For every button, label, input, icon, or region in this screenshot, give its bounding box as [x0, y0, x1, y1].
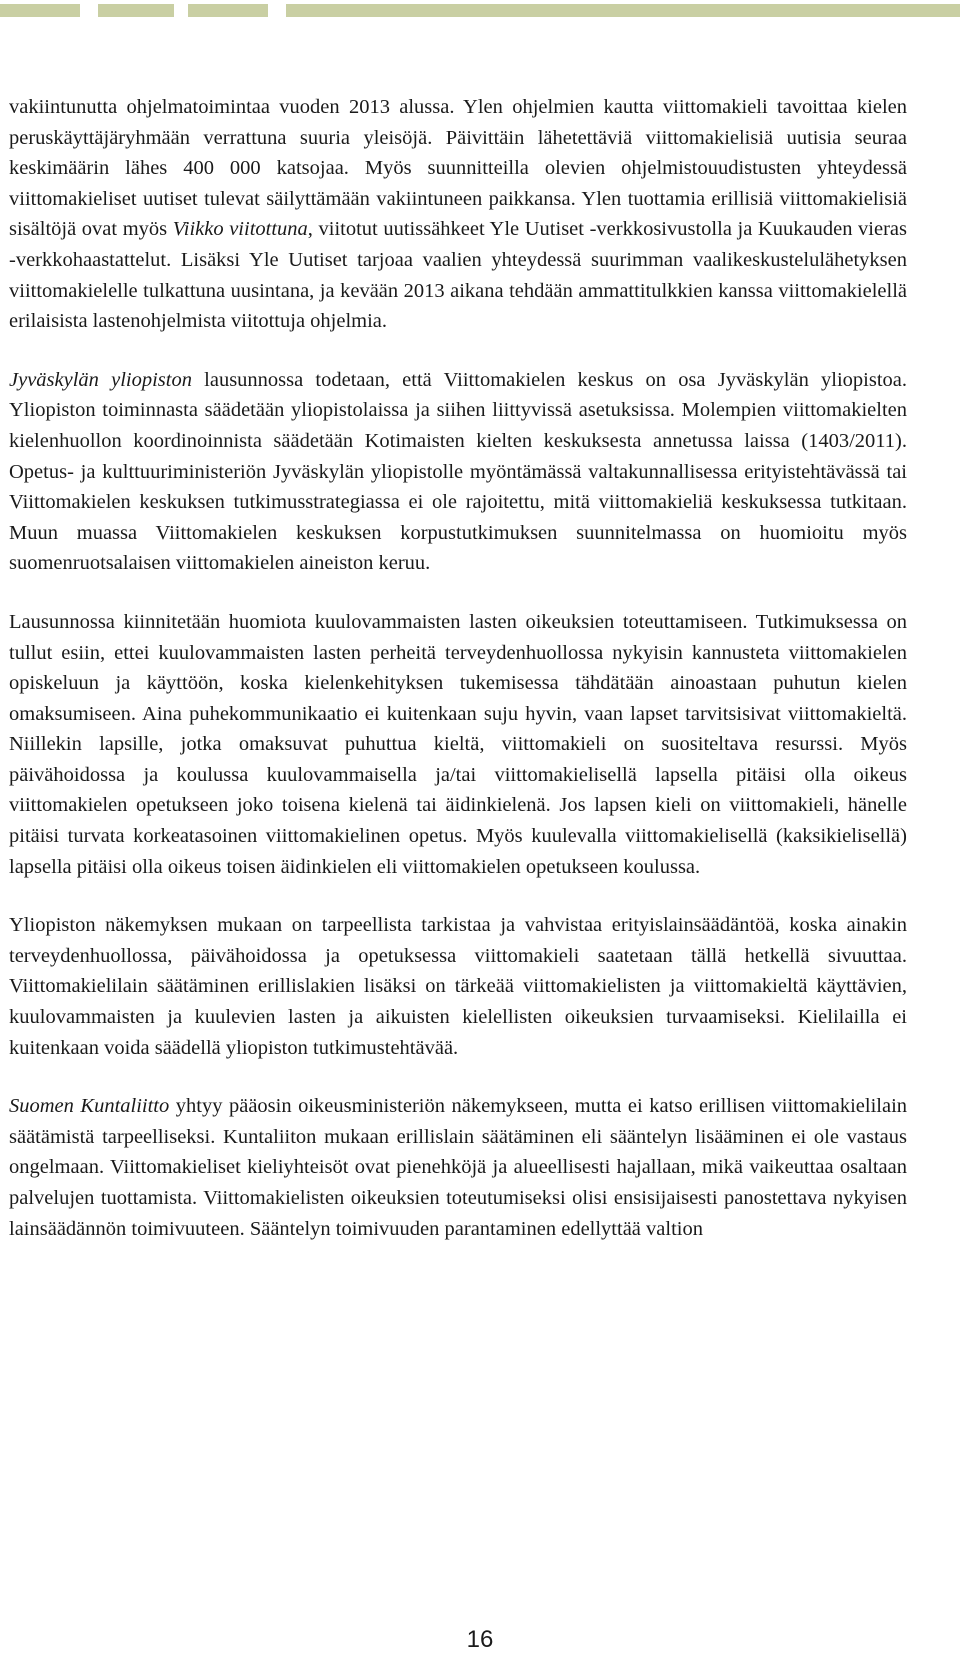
organization-name: Jyväskylän yliopiston — [9, 368, 192, 391]
header-accent-bar — [0, 4, 960, 18]
program-title: Viikko viitottuna — [172, 218, 308, 241]
paragraph-text: yhtyy pääosin oikeusministeriön näkemykseen, mutta ei katso erillisen viittomakielilain säätämistä tarpeelliseksi. Kuntaliiton mukaan erillislain säätäminen eli sääntelyn lisääminen ei ole vastaus ongelmaan. Viittomakieliset kieliyhteisöt ovat pienehköjä ja alueellisesti hajallaan, mikä vaikeuttaa osaltaan palvelujen tuottamista. Viittomakielisten oikeuksien toteutumiseksi olisi ensisijaisesti panostettava nykyisen lainsäädännön toimivuuteen. Sääntelyn toimivuuden parantaminen edellyttää valtion — [9, 1095, 908, 1240]
paragraph-text: vakiintunutta ohjelmatoimintaa vuoden 2013 alussa. Ylen ohjelmien kautta viittomakieli tavoittaa kielen peruskäyttäjäryhmään verrattuna suuria yleisöjä. Päivittäin lähetettäviä viittomakielisiä uutisia seuraa keskimäärin lähes 400 000 katsojaa. Myös suunnitteilla olevien ohjelmistouudistusten yhteydessä viittomakieliset uutiset tulevat säilyttämään vakiintuneen paikkansa. Ylen tuottamia erillisiä viittomakielisiä sisältöjä ovat myös — [9, 96, 907, 241]
accent-segment — [188, 4, 268, 17]
paragraph-2 — [9, 365, 907, 579]
paragraph-5 — [9, 1091, 907, 1244]
accent-segment — [98, 4, 174, 17]
paragraph-text: lausunnossa todetaan, että Viittomakielen keskus on osa Jyväskylän yliopistoa. Yliopiston toiminnasta säädetään yliopistolaissa ja siihen liittyvissä asetuksissa. Molempien viittomakielten kielenhuollon koordinoinnista säädetään Kotimaisten kielten keskuksesta annetussa laissa (1403/2011). Opetus- ja kulttuuriministeriön Jyväskylän yliopistolle myöntämässä valtakunnallisessa erityistehtävässä tai Viittomakielen keskuksen tutkimusstrategiassa ei ole rajoitettu, mitä viittomakieliä keskuksessa tutkitaan. Muun muassa Viittomakielen keskuksen korpustutkimuksen suunnitelmassa on huomioitu myös suomenruotsalaisen viittomakielen aineiston keruu. — [9, 368, 907, 575]
paragraph-text: Yliopiston näkemyksen mukaan on tarpeellista tarkistaa ja vahvistaa erityislainsäädäntöä, koska ainakin terveydenhuollossa, päivähoidossa ja opetuksessa viittomakieli saatetaan tällä hetkellä sivuuttaa. Viittomakielilain säätäminen erillislakien lisäksi on tärkeää viittomakielisten ja viittomakieltä käyttävien, kuulovammaisten ja kuulevien lasten ja aikuisten kielellisten oikeuksien turvaamiseksi. Kielilailla ei kuitenkaan voida säädellä yliopiston tutkimustehtävää. — [9, 914, 907, 1059]
paragraph-4 — [9, 910, 907, 1063]
paragraph-1 — [9, 92, 907, 337]
page-number: 16 — [466, 1626, 494, 1653]
organization-name: Suomen Kuntaliitto — [9, 1095, 170, 1118]
paragraph-3 — [9, 607, 907, 882]
paragraph-text: , viitotut uutissähkeet Yle Uutiset -verkkosivustolla ja Kuukauden vieras -verkkohaastattelut. Lisäksi Yle Uutiset tarjoaa vaalien yhteydessä suurimman vaalikeskustelulähetyksen viittomakielelle tulkattuna uusintana, ja kevään 2013 aikana tehdään ammattitulkkien kanssa viittomakielellä erilaisista lastenohjelmista viitottuja ohjelmia. — [9, 218, 907, 333]
accent-segment — [0, 4, 80, 17]
paragraph-text: Lausunnossa kiinnitetään huomiota kuulovammaisten lasten oikeuksien toteuttamiseen. Tutkimuksessa on tullut esiin, ettei kuulovammaisten lasten perheitä terveydenhuollossa nykyisin kannusteta viittomakielen opiskeluun ja käyttöön, koska kielenkehityksen tukemisessa tähdätään ainoastaan puhutun kielen omaksumiseen. Aina puhekommunikaatio ei kuitenkaan suju hyvin, vaan lapset tarvitsisivat viittomakieltä. Niillekin lapsille, jotka omaksuvat puhuttua kieltä, viittomakieli on suositeltava resurssi. Myös päivähoidossa ja koulussa kuulovammaisella ja/tai viittomakielisellä lapsella pitäisi olla oikeus viittomakielen opetukseen joko toisena kielenä tai äidinkielenä. Jos lapsen kieli on viittomakieli, hänelle pitäisi turvata korkeatasoinen viittomakielinen opetus. Myös kuulevalla viittomakielisellä (kaksikielisellä) lapsella pitäisi olla oikeus toisen äidinkielen eli viittomakielen opetukseen koulussa. — [9, 610, 907, 878]
accent-segment — [286, 4, 960, 17]
document-body — [9, 92, 907, 1272]
